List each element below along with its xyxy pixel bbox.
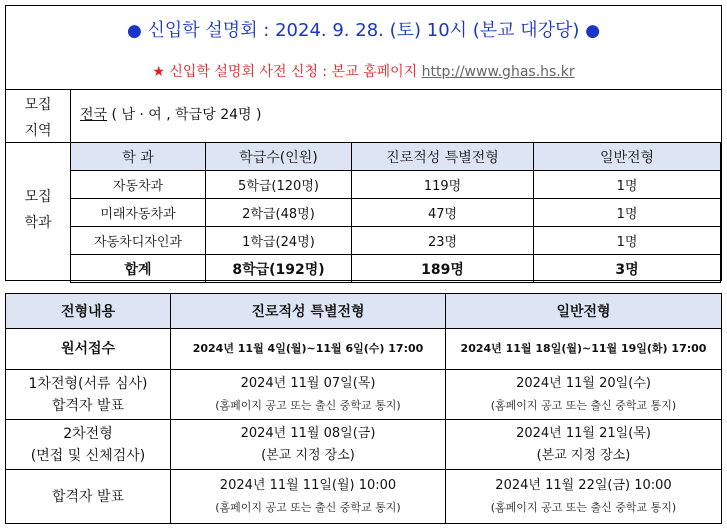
- pre-registration-notice: [6, 61, 721, 81]
- info-session-title: [6, 16, 721, 42]
- star-icon: ★: [152, 64, 165, 80]
- table-header-row: 학 과 학급수(인원) 진로적성 특별전형 일반전형: [71, 143, 721, 171]
- table-row: 자동차과 5학급(120명) 119명 1명: [71, 171, 721, 199]
- homepage-link[interactable]: http://www.ghas.hs.kr: [421, 64, 575, 80]
- departments-label: 모집 학과: [24, 189, 52, 231]
- recruit-area-label: 모집 지역: [24, 97, 52, 139]
- table-row: 자동차디자인과 1학급(24명) 23명 1명: [71, 227, 721, 255]
- info-panel: [5, 5, 722, 281]
- table-row: 2차전형 (면접 및 신체검사) 2024년 11월 08일(금) (본교 지정 장소) 2024년 11월 21일(목) (본교 지정 장소): [6, 420, 722, 470]
- table-row: 합격자 발표 2024년 11월 11일(월) 10:00 (홈페이지 공고 또는 출신 중학교 통지) 2024년 11월 22일(금) 10:00 (홈페이지 공고 또는 출신 중학교 통지): [6, 470, 722, 524]
- table-row: 미래자동차과 2학급(48명) 47명 1명: [71, 199, 721, 227]
- department-table: [70, 142, 721, 283]
- total-row: 합계 8학급(192명) 189명 3명: [71, 255, 721, 283]
- notice-text: 신입학 설명회 사전 신청 : 본교 홈페이지: [169, 64, 418, 80]
- title-text: 신입학 설명회 : 2024. 9. 28. (토) 10시 (본교 대강당): [147, 20, 580, 41]
- divider: [6, 89, 721, 90]
- schedule-table: [5, 293, 722, 524]
- bullet-icon: ●: [126, 21, 142, 41]
- table-row: 원서접수 2024년 11월 4일(월)~11월 6일(수) 17:00 2024년 11월 18일(월)~11월 19일(화) 17:00: [6, 329, 722, 370]
- recruit-area-value: 전국 ( 남 · 여 , 학급당 24명 ): [80, 107, 262, 123]
- bullet-icon: ●: [585, 21, 601, 41]
- table-header-row: 전형내용 진로적성 특별전형 일반전형: [6, 294, 722, 329]
- table-row: 1차전형(서류 심사) 합격자 발표 2024년 11월 07일(목) (홈페이지 공고 또는 출신 중학교 통지) 2024년 11월 20일(수) (홈페이지 공고 또는 출신 중학교 통지): [6, 370, 722, 420]
- schedule-panel: [5, 293, 722, 524]
